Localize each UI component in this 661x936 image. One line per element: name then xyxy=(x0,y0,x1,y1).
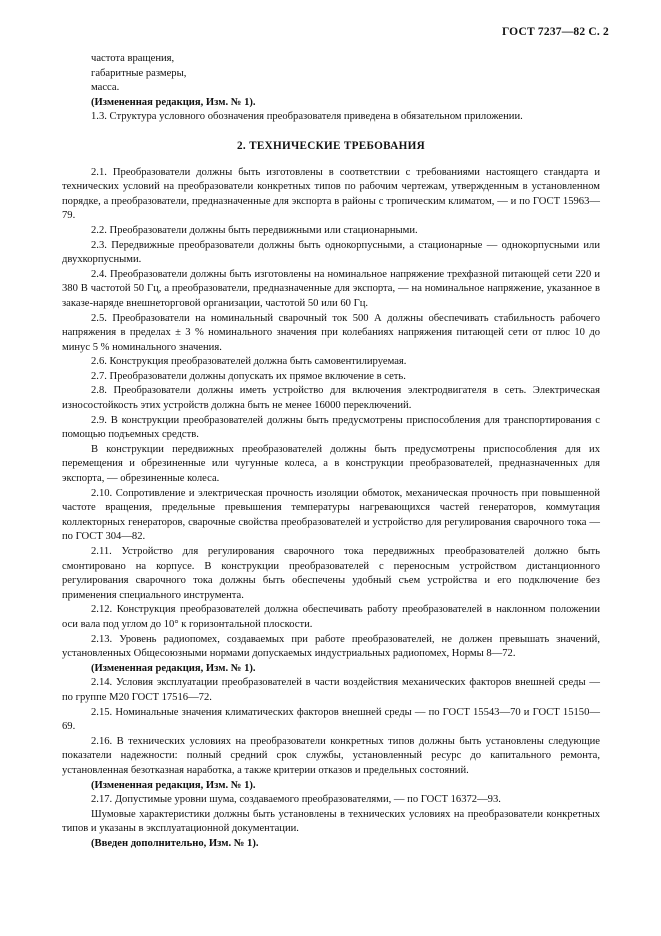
paragraph-2-11: 2.11. Устройство для регулирования сварочного тока передвижных преобразователей должно быть смонтировано на корпусе. В конструкции преобразователей с переносным устройством дистанционного регулирования сварочного тока должны быть обеспечены удобный съем устройства и его подключение без применения специального инструмента. xyxy=(62,546,600,601)
paragraph-2-8: 2.8. Преобразователи должны иметь устройство для включения электродвигателя в сеть. Электрическая износостойкость этих устройств должна быть не менее 16000 переключений. xyxy=(62,385,600,412)
amendment-note: (Измененная редакция, Изм. № 1). xyxy=(91,779,256,791)
paragraph-2-1: 2.1. Преобразователи должны быть изготовлены в соответствии с требованиями настоящего стандарта и технических условий на преобразователи конкретных типов по рабочим чертежам, утвержденным в установленном порядке, а преобразователи, предназначенные для экспорта в районы с тропическим климатом, — и по ГОСТ 15963—79. xyxy=(62,166,600,222)
paragraph-2-17: 2.17. Допустимые уровни шума, создаваемого преобразователями, — по ГОСТ 16372—93. xyxy=(91,794,501,806)
paragraph-2-4: 2.4. Преобразователи должны быть изготовлены на номинальное напряжение трехфазной питающей сети 220 и 380 В частотой 50 Гц, а преобразователи, предназначенные для экспорта, — на номинальное напряжение, указанное в заказе-наряде внешнеторговой организации, частотой 50 или 60 Гц. xyxy=(62,268,600,309)
paragraph-2-10: 2.10. Сопротивление и электрическая прочность изоляции обмоток, механическая прочность при повышенной частоте вращения, предельные превышения температуры нагревающихся частей генераторов, коммутация коллекторных генераторов, сварочные свойства преобразователей и устройство для регулирования сварочного тока — по ГОСТ 304—82. xyxy=(62,487,600,543)
list-item: габаритные размеры, xyxy=(91,67,187,79)
paragraph-2-3: 2.3. Передвижные преобразователи должны быть однокорпусными, а стационарные — однокорпусными или двухкорпусными. xyxy=(62,239,600,266)
paragraph-2-2: 2.2. Преобразователи должны быть передвижными или стационарными. xyxy=(91,224,418,236)
paragraph-2-17-cont: Шумовые характеристики должны быть установлены в технических условиях на преобразователи конкретных типов и указаны в эксплуатационной документации. xyxy=(62,808,600,835)
list-item: частота вращения, xyxy=(91,53,175,64)
list-item: масса. xyxy=(91,82,120,94)
amendment-note: (Измененная редакция, Изм. № 1). xyxy=(91,96,256,108)
amendment-note: (Измененная редакция, Изм. № 1). xyxy=(91,662,256,674)
section-title: 2. ТЕХНИЧЕСКИЕ ТРЕБОВАНИЯ xyxy=(236,139,426,152)
paragraph-2-12: 2.12. Конструкция преобразователей должна обеспечивать работу преобразователей в наклонном положении оси вала под углом до 10° к горизонтальной плоскости. xyxy=(62,604,600,630)
page-header: ГОСТ 7237—82 С. 2 xyxy=(501,26,609,38)
paragraph-2-5: 2.5. Преобразователи на номинальный сварочный ток 500 А должны обеспечивать стабильность рабочего напряжения в пределах ± 3 % номинального значения при колебаниях напряжения питающей сети от плюс 10 до минус 5 % номинального значения. xyxy=(62,312,600,353)
paragraph-2-9-cont: В конструкции передвижных преобразователей должны быть предусмотрены приспособления для их перемещения и обрезиненные или чугунные колеса, а в конструкции преобразователей, предназначенных для экспорта, — обрезиненные колеса. xyxy=(62,443,600,485)
paragraph-2-9: 2.9. В конструкции преобразователей должны быть предусмотрены приспособления для транспортирования с помощью подъемных средств. xyxy=(62,414,600,441)
addition-note: (Введен дополнительно, Изм. № 1). xyxy=(91,837,259,849)
paragraph-2-7: 2.7. Преобразователи должны допускать их прямое включение в сеть. xyxy=(91,370,406,382)
paragraph-2-16: 2.16. В технических условиях на преобразователи конкретных типов должны быть установлены следующие показатели надежности: полный средний срок службы, установленный ресурс до капитального ремонта, установленная безотказная наработка, а также критерии отказов и предельных состояний. xyxy=(62,735,600,776)
paragraph-1-3: 1.3. Структура условного обозначения преобразователя приведена в обязательном приложении. xyxy=(91,111,523,123)
paragraph-2-14: 2.14. Условия эксплуатации преобразователей в части воздействия механических факторов внешней среды — по группе М20 ГОСТ 17516—72. xyxy=(62,677,600,703)
paragraph-2-15: 2.15. Номинальные значения климатических факторов внешней среды — по ГОСТ 15543—70 и ГОСТ 15150—69. xyxy=(62,706,600,733)
paragraph-2-6: 2.6. Конструкция преобразователей должна быть самовентилируемая. xyxy=(91,356,407,368)
document-body xyxy=(62,52,600,851)
paragraph-2-13: 2.13. Уровень радиопомех, создаваемых при работе преобразователей, не должен превышать значений, установленных Общесоюзными нормами допускаемых индустриальных радиопомех, Нормы 8—72. xyxy=(62,633,600,660)
